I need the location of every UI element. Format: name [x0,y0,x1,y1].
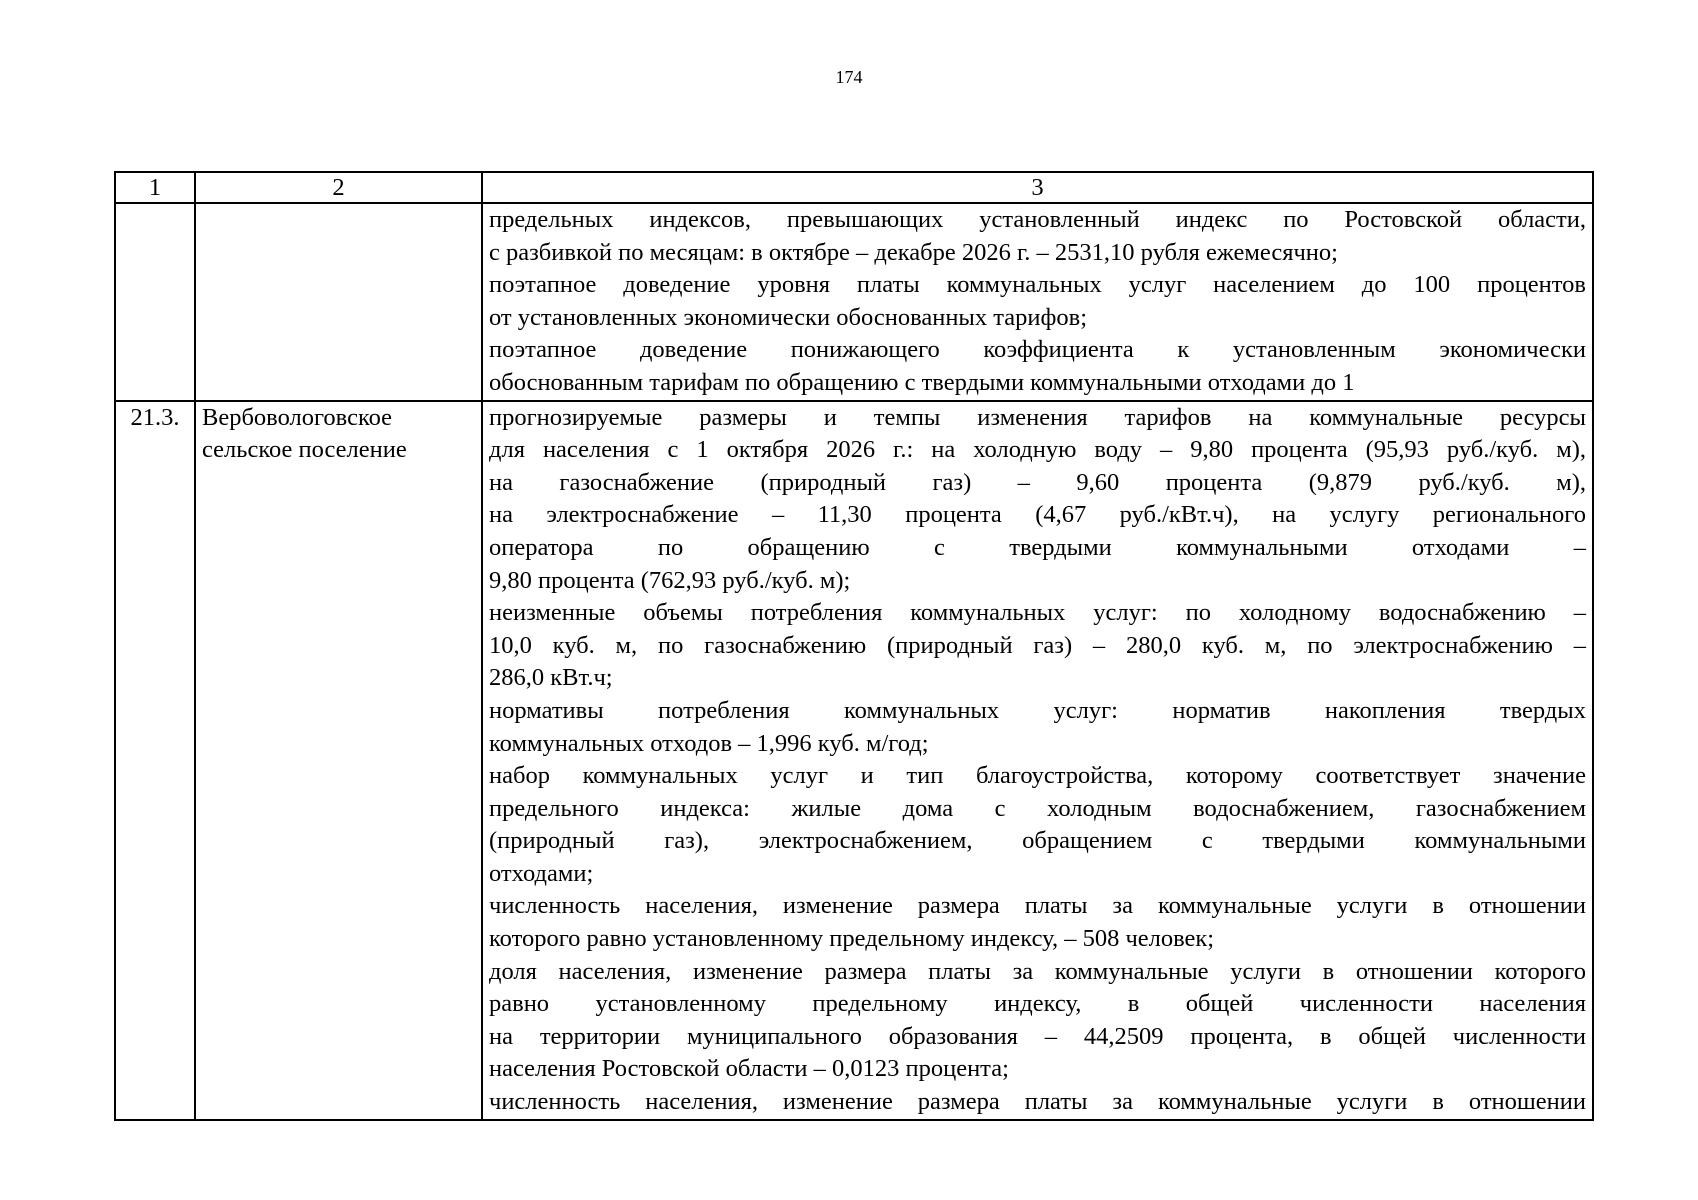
text-line: предельного индекса: жилые дома с холодным водоснабжением, газоснабжением [489,794,1586,822]
text-line: равно установленному предельному индексу, в общей численности населения [489,990,1586,1018]
text-line: 9,80 процента (762,93 руб./куб. м); [489,566,851,594]
text-line: с разбивкой по месяцам: в октябре – декабре 2026 г. – 2531,10 рубля ежемесячно; [489,238,1338,266]
settlement-name-line: сельское поселение [202,436,407,464]
text-line: неизменные объемы потребления коммунальных услуг: по холодному водоснабжению – [489,599,1586,627]
text-line: (природный газ), электроснабжением, обращением с твердыми коммунальными [489,827,1586,855]
row-number-cell: 21.3. [115,401,195,1120]
tariff-table [114,171,1594,1121]
table-row-continuation [115,203,1593,401]
text-line: поэтапное доведение понижающего коэффициента к установленным экономически [489,336,1586,364]
table-row-21-3 [115,401,1593,1120]
text-line: которого равно установленному предельному индексу, – 508 человек; [489,925,1215,953]
text-line: коммунальных отходов – 1,996 куб. м/год; [489,729,929,757]
text-line: отходами; [489,859,594,887]
header-col-1: 1 [115,172,195,203]
table-header-row [115,172,1593,203]
text-line: на территории муниципального образования – 44,2509 процента, в общей численности [489,1022,1586,1050]
text-line: от установленных экономически обоснованных тарифов; [489,303,1088,331]
text-line: численность населения, изменение размера платы за коммунальные услуги в отношении [489,892,1586,920]
text-line: поэтапное доведение уровня платы коммунальных услуг населением до 100 процентов [489,271,1586,299]
text-line: для населения с 1 октября 2026 г.: на холодную воду – 9,80 процента (95,93 руб./куб. м), [489,436,1586,464]
text-line: обоснованным тарифам по обращению с твердыми коммунальными отходами до 1 [489,368,1355,396]
text-line: доля населения, изменение размера платы за коммунальные услуги в отношении которого [489,957,1586,985]
text-line: нормативы потребления коммунальных услуг: норматив накопления твердых [489,696,1586,724]
text-line: набор коммунальных услуг и тип благоустройства, которому соответствует значение [489,762,1586,790]
settlement-cell [195,203,482,401]
text-line: 286,0 кВт.ч; [489,664,613,692]
text-line: предельных индексов, превышающих установленный индекс по Ростовской области, [489,206,1586,233]
row-number-cell [115,203,195,401]
description-cell [482,401,1593,1120]
text-line: численность населения, изменение размера платы за коммунальные услуги в отношении [489,1088,1586,1116]
settlement-name-line: Вербовологовское [202,403,393,431]
settlement-cell [195,401,482,1120]
page-number: 174 [835,67,863,87]
text-line: населения Ростовской области – 0,0123 процента; [489,1055,1009,1083]
header-col-3: 3 [482,172,1593,203]
text-line: прогнозируемые размеры и темпы изменения тарифов на коммунальные ресурсы [489,403,1586,431]
text-line: 10,0 куб. м, по газоснабжению (природный газ) – 280,0 куб. м, по электроснабжению – [489,631,1586,659]
text-line: на электроснабжение – 11,30 процента (4,67 руб./кВт.ч), на услугу регионального [489,501,1586,529]
description-cell [482,203,1593,401]
header-col-2: 2 [195,172,482,203]
text-line: оператора по обращению с твердыми коммунальными отходами – [489,533,1586,561]
text-line: на газоснабжение (природный газ) – 9,60 процента (9,879 руб./куб. м), [489,468,1586,496]
